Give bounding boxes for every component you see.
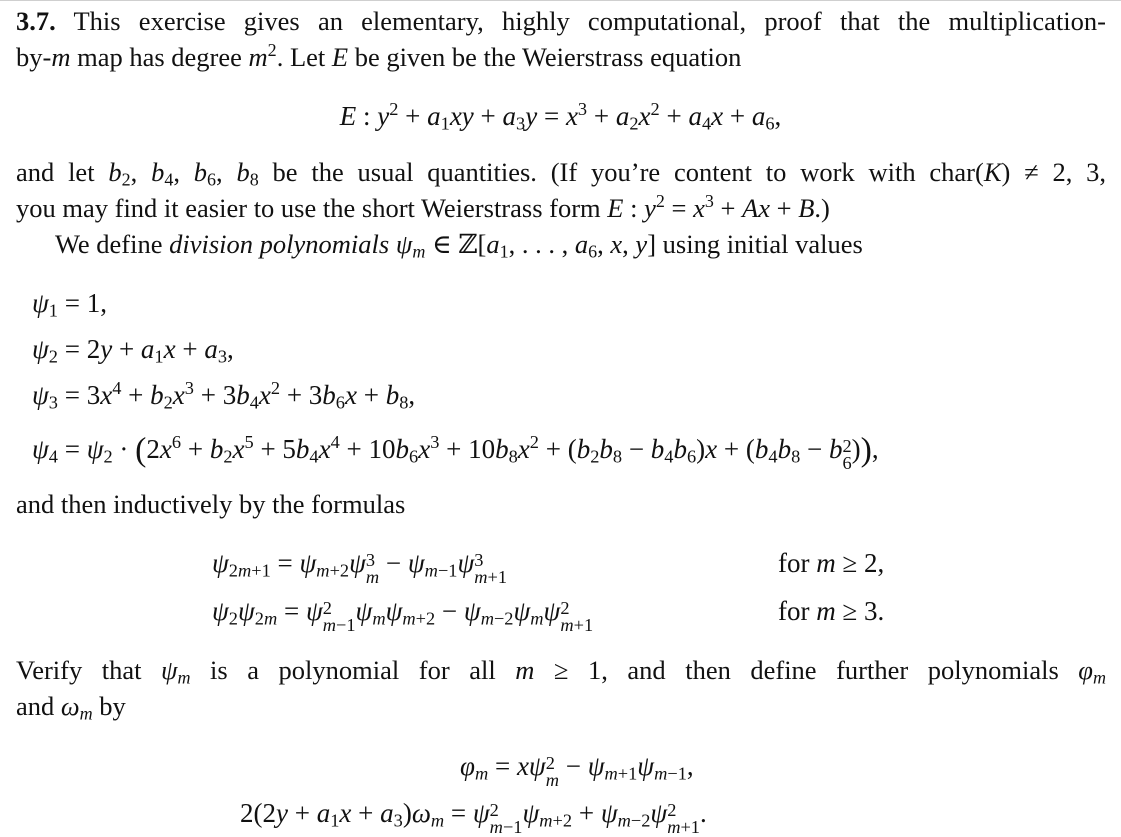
para2-line-2: you may find it easier to use the short Weierstrass form E : $y^2 = x^3 + Ax + B$.)	[16, 191, 830, 223]
inductive-formula-odd: $\psi_{2m+1} = \psi_{m+2}\psi$ 3 m − $\psi_{m-1}\psi$ 3 m+1	[212, 548, 508, 588]
exercise-number: 3.7.	[16, 6, 56, 36]
symbol-psi-m: $\psi_m$	[161, 655, 191, 688]
omega-definition: $2(2y + a_1x + a_3)\omega_m = \psi$ 2 m−1 $\psi_{m+2} + \psi_{m-2}\psi$ 2 m+1 .	[240, 798, 707, 837]
weierstrass-equation: E : $y^2 + a_1xy + a_3y = x^3 + a_2x^2 + a_4x + a_6$,	[339, 98, 782, 134]
top-rule	[0, 0, 1121, 1]
short-weierstrass: E : $y^2 = x^3 + Ax + B$.)	[607, 191, 830, 223]
char-condition: char(K) ≠ 2, 3,	[929, 157, 1107, 187]
para2-line-1: and let $b_2$, $b_4$, $b_6$, $b_8$ be the usual quantities. (If you’re content to work with char(K) ≠ 2, 3,	[16, 157, 1107, 190]
initial-psi2: $\psi_2 = 2y + a_1x + a_3$,	[32, 334, 234, 367]
psi-membership: $\psi_m$ ∈ $ℤ[a_1$, . . . , $a_6$, x, y]	[395, 229, 657, 262]
inductive-intro: and then inductively by the formulas	[16, 489, 406, 519]
b-quantities: $b_2$, $b_4$, $b_6$, $b_8$	[108, 157, 259, 190]
initial-psi1: $\psi_1 = 1$,	[32, 288, 107, 321]
symbol-m-squared: $m^2$	[248, 40, 277, 72]
intro-line-1	[16, 3, 1106, 39]
verify-line-2: and $\omega_m$ by	[16, 691, 126, 724]
para3-line: We define division polynomials $\psi_m$ ∈ $ℤ[a_1$, . . . , $a_6$, x, y] using initial values	[55, 229, 863, 262]
inductive-cond-odd: for m ≥ 2,	[778, 548, 885, 578]
initial-psi3: $\psi_3 = 3x^4 + b_2x^3 + 3b_4x^2 + 3b_6x + b_8$,	[32, 377, 416, 413]
symbol-phi-m: $\varphi_m$	[1078, 655, 1106, 688]
symbol-m: m	[51, 42, 71, 72]
verify-line-1: Verify that $\psi_m$ is a polynomial for all m ≥ 1, and then define further polynomials $\varphi_m$	[16, 655, 1106, 688]
intro-line-2: by-m map has degree $m^2$. Let E be given be the Weierstrass equation	[16, 40, 742, 72]
initial-psi4: $\psi_4 = \psi_2 \cdot (2x^6 + b_2x^5 + 5b_4x^4 + 10b_6x^3 + 10b_8x^2 + (b_2b_8 - b_4b_6)x + (b_4b_8 - b$ 2 6 )),	[32, 431, 879, 474]
symbol-E: E	[331, 42, 349, 72]
inductive-cond-even: for m ≥ 3.	[778, 596, 885, 626]
intro-text-1: This exercise gives an elementary, highly computational, proof that the multiplication-	[73, 6, 1106, 36]
phi-definition: $\varphi_m = x\psi$ 2 m − $\psi_{m+1}\psi_{m-1}$,	[460, 751, 694, 791]
symbol-omega-m: $\omega_m$	[60, 691, 93, 724]
inductive-formula-even: $\psi_2\psi_{2m} = \psi$ 2 m−1 $\psi_m\psi_{m+2} - \psi_{m-2}\psi_m\psi$ 2 m+1	[212, 596, 594, 636]
m-geq-1: m ≥ 1	[515, 655, 602, 685]
term-division-polynomials: division polynomials	[169, 229, 390, 259]
